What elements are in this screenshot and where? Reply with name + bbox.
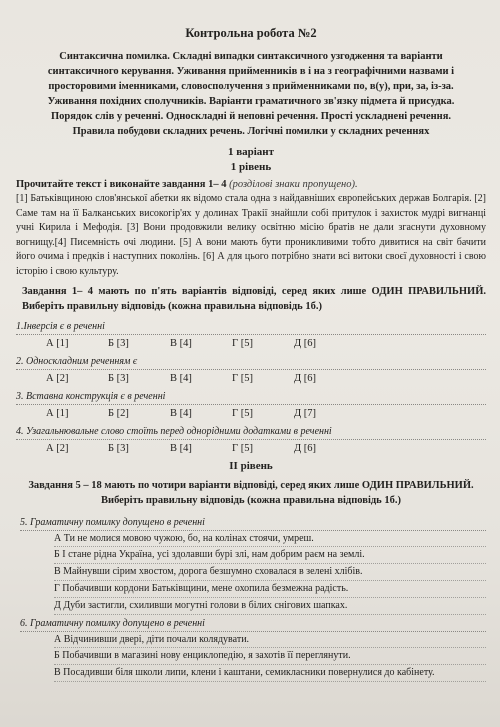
question-6 — [16, 617, 486, 682]
option[interactable]: А [2] — [46, 372, 69, 384]
option[interactable]: Г [5] — [232, 442, 253, 454]
option[interactable]: Б [3] — [108, 442, 129, 454]
option[interactable]: А Відчинивши двері, діти почали колядувати. — [54, 633, 486, 649]
option[interactable]: В Майнувши сірим хвостом, дорога безшумно сховалася в зелені хлібів. — [54, 565, 486, 581]
question-2 — [16, 355, 486, 387]
option[interactable]: Д [7] — [294, 407, 317, 419]
variant-heading: 1 варіант — [227, 146, 275, 158]
question-text: 6. Граматичну помилку допущено в реченні — [20, 617, 486, 632]
option[interactable]: А [2] — [46, 442, 69, 454]
instruction-2: Завдання 5 – 18 мають по чотири варіанти відповіді, серед яких лише ОДИН ПРАВИЛЬНИЙ. Виберіть правильну відповідь (кожна правильна відповідь 1б.) — [28, 479, 474, 506]
question-text: 3. Вставна конструкція є в реченні — [16, 390, 486, 405]
option[interactable]: Д Дуби застигли, схиливши могутні голови в білих снігових шапках. — [54, 599, 486, 615]
option[interactable]: В [4] — [170, 337, 192, 349]
option[interactable]: Д [6] — [294, 442, 317, 454]
question-text: 4. Узагальнювальне слово стоїть перед однорідними додатками в реченні — [16, 425, 486, 440]
option[interactable]: А [1] — [46, 407, 69, 419]
level-heading: ІІ рівень — [229, 459, 273, 472]
option[interactable]: В [4] — [170, 372, 192, 384]
question-5 — [16, 516, 486, 615]
page-title: Контрольна робота №2 — [185, 26, 317, 40]
question-1 — [16, 320, 486, 352]
task-intro-note: (розділові знаки пропущено). — [229, 179, 358, 190]
question-4 — [16, 425, 486, 457]
topic-line: Порядок слів у реченні. Односкладні й неповні речення. Прості ускладнені речення. — [50, 111, 452, 122]
reading-text: [1] Батьківщиною слов'янської абетки як відомо стала одна з найдавніших європейських держав Болгарія. [2] Саме там на її Балканських високогір'ях у долинах Тракії знайшли собі притулок і захисток мудрі вигнанці учні Кирила і Мефодія. [3] Вони продовжили велику освітню місію братів не дали згаснути духовному вогнищу.[4] Писемність очі людини. [5] А вони мають бути проникливими тобто дивитися на світ бачити його очима і предків і наступних поколінь. [6] А для цього потрібно знати всі витоки своєї духовності і свою історію і свою культуру. — [16, 193, 486, 277]
option[interactable]: Б [3] — [108, 372, 129, 384]
answer-options — [16, 371, 486, 387]
question-text: 5. Граматичну помилку допущено в реченні — [20, 516, 486, 531]
option[interactable]: В Посадивши біля школи липи, клени і каштани, семикласники повернулися до кабінету. — [54, 666, 486, 682]
option[interactable]: Б [3] — [108, 337, 129, 349]
option[interactable]: А [1] — [46, 337, 69, 349]
option[interactable]: Д [6] — [294, 337, 317, 349]
answer-options — [16, 406, 486, 422]
option[interactable]: Г Побачивши кордони Батьківщини, мене охопила безмежна радість. — [54, 582, 486, 598]
topic-line: Синтаксична помилка. Складні випадки синтаксичного узгодження та варіанти — [59, 51, 443, 62]
question-3 — [16, 390, 486, 422]
option[interactable]: В [4] — [170, 442, 192, 454]
option[interactable]: Б Побачивши в магазині нову енциклопедію, я захотів її переглянути. — [54, 649, 486, 665]
option[interactable]: Д [6] — [294, 372, 317, 384]
option[interactable]: Г [5] — [232, 337, 253, 349]
task-intro-text: Прочитайте текст і виконайте завдання 1– 4 — [16, 179, 227, 190]
question-text: 2. Односкладним реченням є — [16, 355, 486, 370]
topic-line: Правила побудови складних речень. Логічні помилки у складних реченнях — [72, 126, 430, 137]
topic-line: Уживання похідних сполучників. Варіанти граматичного зв'язку підмета й присудка. — [47, 96, 455, 107]
answer-options — [16, 336, 486, 352]
topic-line: просторовими іменниками, словосполучення з прийменниками по, в(у), при, за, із-за. — [48, 81, 454, 92]
option[interactable]: Б [2] — [108, 407, 129, 419]
option[interactable]: В [4] — [170, 407, 192, 419]
option[interactable]: Г [5] — [232, 372, 253, 384]
level-heading: 1 рівень — [230, 161, 272, 173]
question-text: 1.Інверсія є в реченні — [16, 320, 486, 335]
topic-line: синтаксичного керування. Уживання прийменників в і на з географічними назвами і — [47, 66, 455, 77]
answer-options — [16, 441, 486, 457]
option[interactable]: А Ти не молися мовою чужою, бо, на колінах стоячи, умреш. — [54, 532, 486, 548]
instruction-1: Завдання 1– 4 мають по п'ять варіантів відповіді, серед яких лише ОДИН ПРАВИЛЬНИЙ. Виберіть правильну відповідь (кожна правильна відповідь 1б.) — [22, 285, 486, 312]
option[interactable]: Б І стане рідна Україна, усі здолавши бурі злі, нам добрим раєм на землі. — [54, 548, 486, 564]
option[interactable]: Г [5] — [232, 407, 253, 419]
topics — [16, 49, 486, 139]
task-intro — [16, 177, 486, 192]
